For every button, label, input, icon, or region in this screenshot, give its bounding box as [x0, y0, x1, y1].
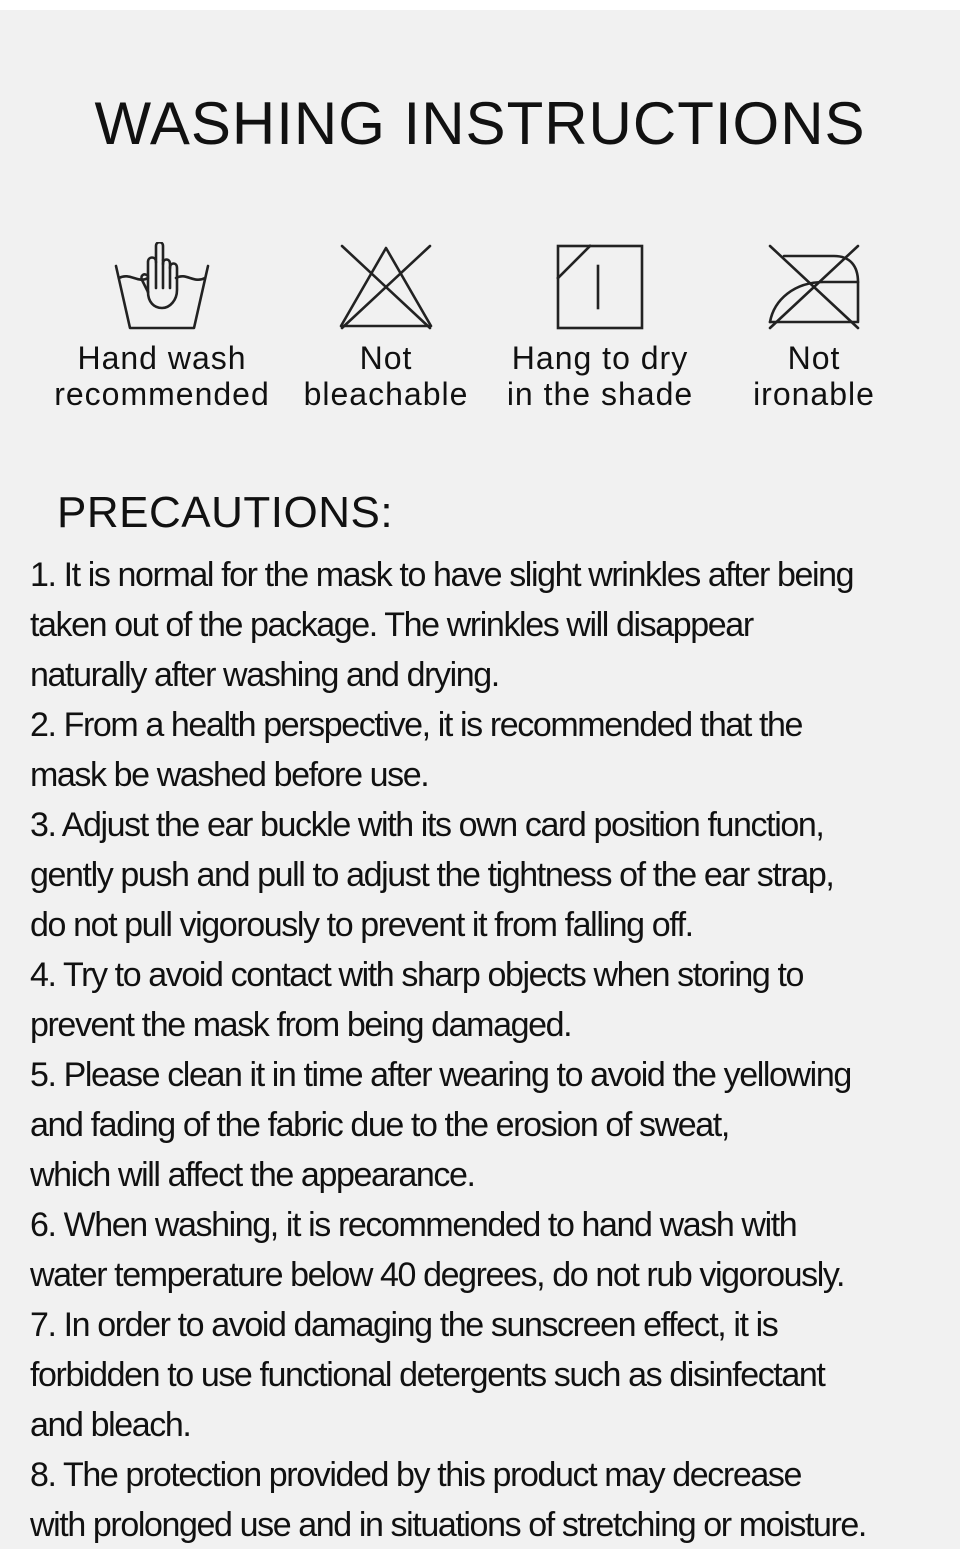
hang-dry-shade-label: Hang to dry in the shade — [506, 340, 694, 412]
precaution-item-5: 5. Please clean it in time after wearing to avoid the yellowing and fading of the fabric due to the erosion of sweat, which will affect the appearance. — [30, 1056, 851, 1194]
care-symbol-not-bleachable — [266, 242, 506, 412]
precaution-item-3: 3. Adjust the ear buckle with its own card position function, gently push and pull to adjust the tightness of the ear strap, do not pull vigorously to prevent it from falling off. — [30, 806, 834, 944]
not-ironable-label: Not ironable — [753, 340, 875, 412]
precaution-item-8: 8. The protection provided by this product may decrease with prolonged use and in situations of stretching or moisture. — [30, 1456, 866, 1544]
precautions-list — [30, 550, 950, 1550]
care-symbol-hand-wash — [42, 242, 282, 412]
precaution-item-1: 1. It is normal for the mask to have slight wrinkles after being taken out of the package. The wrinkles will disappear naturally after washing and drying. — [30, 556, 854, 694]
care-symbol-not-ironable — [694, 242, 934, 412]
not-bleachable-label: Not bleachable — [303, 340, 469, 412]
precaution-item-6: 6. When washing, it is recommended to hand wash with water temperature below 40 degrees, do not rub vigorously. — [30, 1206, 845, 1294]
not-ironable-icon — [764, 242, 864, 332]
care-symbol-hang-dry-shade — [480, 242, 720, 412]
content-panel — [0, 10, 960, 1549]
precautions-title: PRECAUTIONS: — [57, 488, 394, 537]
hang-dry-shade-icon — [550, 242, 650, 332]
precaution-item-4: 4. Try to avoid contact with sharp objects when storing to prevent the mask from being damaged. — [30, 956, 804, 1044]
precaution-item-7: 7. In order to avoid damaging the sunscreen effect, it is forbidden to use functional detergents such as disinfectant and bleach. — [30, 1306, 825, 1444]
precaution-item-2: 2. From a health perspective, it is recommended that the mask be washed before use. — [30, 706, 803, 794]
not-bleachable-icon — [336, 242, 436, 332]
hand-wash-icon — [112, 242, 212, 332]
hand-wash-label: Hand wash recommended — [54, 340, 270, 412]
page-title: WASHING INSTRUCTIONS — [94, 90, 866, 157]
